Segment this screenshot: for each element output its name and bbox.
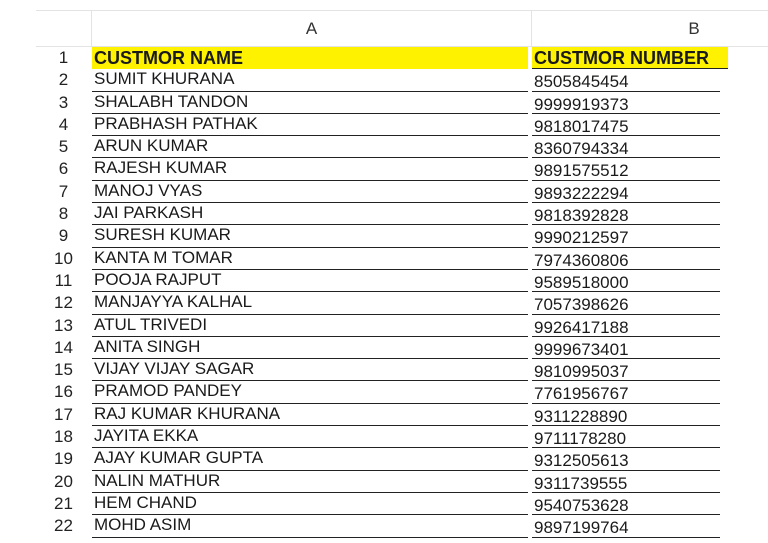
table-row bbox=[36, 203, 768, 225]
table-row bbox=[36, 337, 768, 359]
row-number[interactable]: 18 bbox=[54, 427, 73, 447]
cell-customer-name[interactable]: ANITA SINGH bbox=[92, 337, 528, 359]
table-row bbox=[36, 225, 768, 247]
row-number[interactable]: 5 bbox=[58, 137, 69, 157]
cell-customer-name[interactable]: ATUL TRIVEDI bbox=[92, 315, 528, 337]
row-number[interactable]: 7 bbox=[58, 181, 69, 201]
table-row bbox=[36, 270, 768, 292]
cell-customer-name[interactable]: SHALABH TANDON bbox=[92, 92, 528, 114]
cell-customer-number-header[interactable]: CUSTMOR NUMBER bbox=[532, 47, 728, 69]
cell-customer-name[interactable]: POOJA RAJPUT bbox=[92, 270, 528, 292]
row-number[interactable]: 6 bbox=[58, 159, 69, 179]
table-row bbox=[36, 69, 768, 91]
cell-customer-number[interactable]: 9818017475 bbox=[532, 114, 720, 136]
cell-customer-number[interactable]: 9589518000 bbox=[532, 270, 720, 292]
row-number[interactable]: 10 bbox=[54, 248, 73, 268]
cell-customer-name[interactable]: JAYITA EKKA bbox=[92, 426, 528, 448]
spreadsheet-grid bbox=[36, 10, 768, 543]
select-all-corner[interactable] bbox=[36, 11, 92, 47]
cell-customer-number[interactable]: 8360794334 bbox=[532, 136, 720, 158]
row-number[interactable]: 14 bbox=[54, 337, 73, 357]
cell-customer-number[interactable]: 9711178280 bbox=[532, 426, 720, 448]
row-number[interactable]: 12 bbox=[54, 293, 73, 313]
column-header-a[interactable] bbox=[92, 11, 532, 47]
cell-customer-number[interactable]: 9990212597 bbox=[532, 225, 720, 247]
row-number[interactable]: 17 bbox=[54, 404, 73, 424]
row-number[interactable]: 21 bbox=[54, 493, 73, 513]
cell-customer-name[interactable]: RAJESH KUMAR bbox=[92, 158, 528, 180]
row-number[interactable]: 1 bbox=[58, 48, 69, 67]
table-row bbox=[36, 181, 768, 203]
column-header-a-label: A bbox=[305, 18, 318, 38]
table-row bbox=[36, 493, 768, 515]
cell-customer-name[interactable]: KANTA M TOMAR bbox=[92, 248, 528, 270]
row-number[interactable]: 22 bbox=[54, 516, 73, 536]
cell-customer-name[interactable]: JAI PARKASH bbox=[92, 203, 528, 225]
cell-customer-name[interactable]: MOHD ASIM bbox=[92, 515, 528, 537]
column-header-b-label: B bbox=[688, 18, 700, 38]
row-number[interactable]: 2 bbox=[58, 70, 69, 90]
cell-customer-number[interactable]: 9891575512 bbox=[532, 158, 720, 180]
table-row bbox=[36, 92, 768, 114]
row-number[interactable]: 4 bbox=[58, 114, 69, 134]
cell-customer-number[interactable]: 8505845454 bbox=[532, 69, 720, 91]
cell-customer-name-header[interactable]: CUSTMOR NAME bbox=[92, 47, 528, 69]
cell-customer-name[interactable]: MANOJ VYAS bbox=[92, 181, 528, 203]
table-row bbox=[36, 114, 768, 136]
cell-customer-number[interactable]: 9897199764 bbox=[532, 515, 720, 537]
table-row bbox=[36, 315, 768, 337]
cell-customer-number[interactable]: 9540753628 bbox=[532, 493, 720, 515]
cell-customer-number[interactable]: 9311739555 bbox=[532, 471, 720, 493]
cell-customer-name[interactable]: RAJ KUMAR KHURANA bbox=[92, 404, 528, 426]
table-row bbox=[36, 381, 768, 403]
cell-customer-number[interactable]: 7761956767 bbox=[532, 381, 720, 403]
row-number[interactable]: 9 bbox=[58, 226, 69, 246]
row-number[interactable]: 11 bbox=[54, 270, 73, 290]
row-number[interactable]: 3 bbox=[58, 92, 69, 112]
cell-customer-number[interactable]: 9312505613 bbox=[532, 448, 720, 470]
cell-customer-name[interactable]: ARUN KUMAR bbox=[92, 136, 528, 158]
cell-customer-name[interactable]: HEM CHAND bbox=[92, 493, 528, 515]
cell-customer-name[interactable]: NALIN MATHUR bbox=[92, 471, 528, 493]
table-row bbox=[36, 404, 768, 426]
cell-customer-name[interactable]: SURESH KUMAR bbox=[92, 225, 528, 247]
row-number[interactable]: 8 bbox=[58, 204, 69, 224]
table-row bbox=[36, 292, 768, 314]
cell-customer-name[interactable]: PRAMOD PANDEY bbox=[92, 381, 528, 403]
row-number[interactable]: 16 bbox=[54, 382, 73, 402]
table-row bbox=[36, 136, 768, 158]
row-number[interactable]: 19 bbox=[54, 449, 73, 469]
cell-customer-name[interactable]: VIJAY VIJAY SAGAR bbox=[92, 359, 528, 381]
cell-customer-name[interactable]: AJAY KUMAR GUPTA bbox=[92, 448, 528, 470]
table-row bbox=[36, 359, 768, 381]
table-row bbox=[36, 158, 768, 180]
cell-customer-name[interactable]: MANJAYYA KALHAL bbox=[92, 292, 528, 314]
table-header-row bbox=[36, 47, 768, 69]
cell-customer-name[interactable]: PRABHASH PATHAK bbox=[92, 114, 528, 136]
cell-customer-number[interactable]: 9999919373 bbox=[532, 92, 720, 114]
cell-customer-number[interactable]: 9893222294 bbox=[532, 181, 720, 203]
row-number[interactable]: 15 bbox=[54, 360, 73, 380]
table-row bbox=[36, 448, 768, 470]
cell-customer-number[interactable]: 9818392828 bbox=[532, 203, 720, 225]
cell-customer-number[interactable]: 9810995037 bbox=[532, 359, 720, 381]
cell-customer-number[interactable]: 9926417188 bbox=[532, 315, 720, 337]
table-row bbox=[36, 515, 768, 537]
cell-customer-name[interactable]: SUMIT KHURANA bbox=[92, 69, 528, 91]
column-header-b[interactable] bbox=[532, 11, 768, 47]
row-number[interactable]: 13 bbox=[54, 315, 73, 335]
table-row bbox=[36, 426, 768, 448]
cell-customer-number[interactable]: 9999673401 bbox=[532, 337, 720, 359]
table-row bbox=[36, 248, 768, 270]
cell-customer-number[interactable]: 7057398626 bbox=[532, 292, 720, 314]
row-number[interactable]: 20 bbox=[54, 471, 73, 491]
cell-customer-number[interactable]: 7974360806 bbox=[532, 248, 720, 270]
table-row bbox=[36, 471, 768, 493]
cell-customer-number[interactable]: 9311228890 bbox=[532, 404, 720, 426]
sheet-rows bbox=[36, 47, 768, 538]
